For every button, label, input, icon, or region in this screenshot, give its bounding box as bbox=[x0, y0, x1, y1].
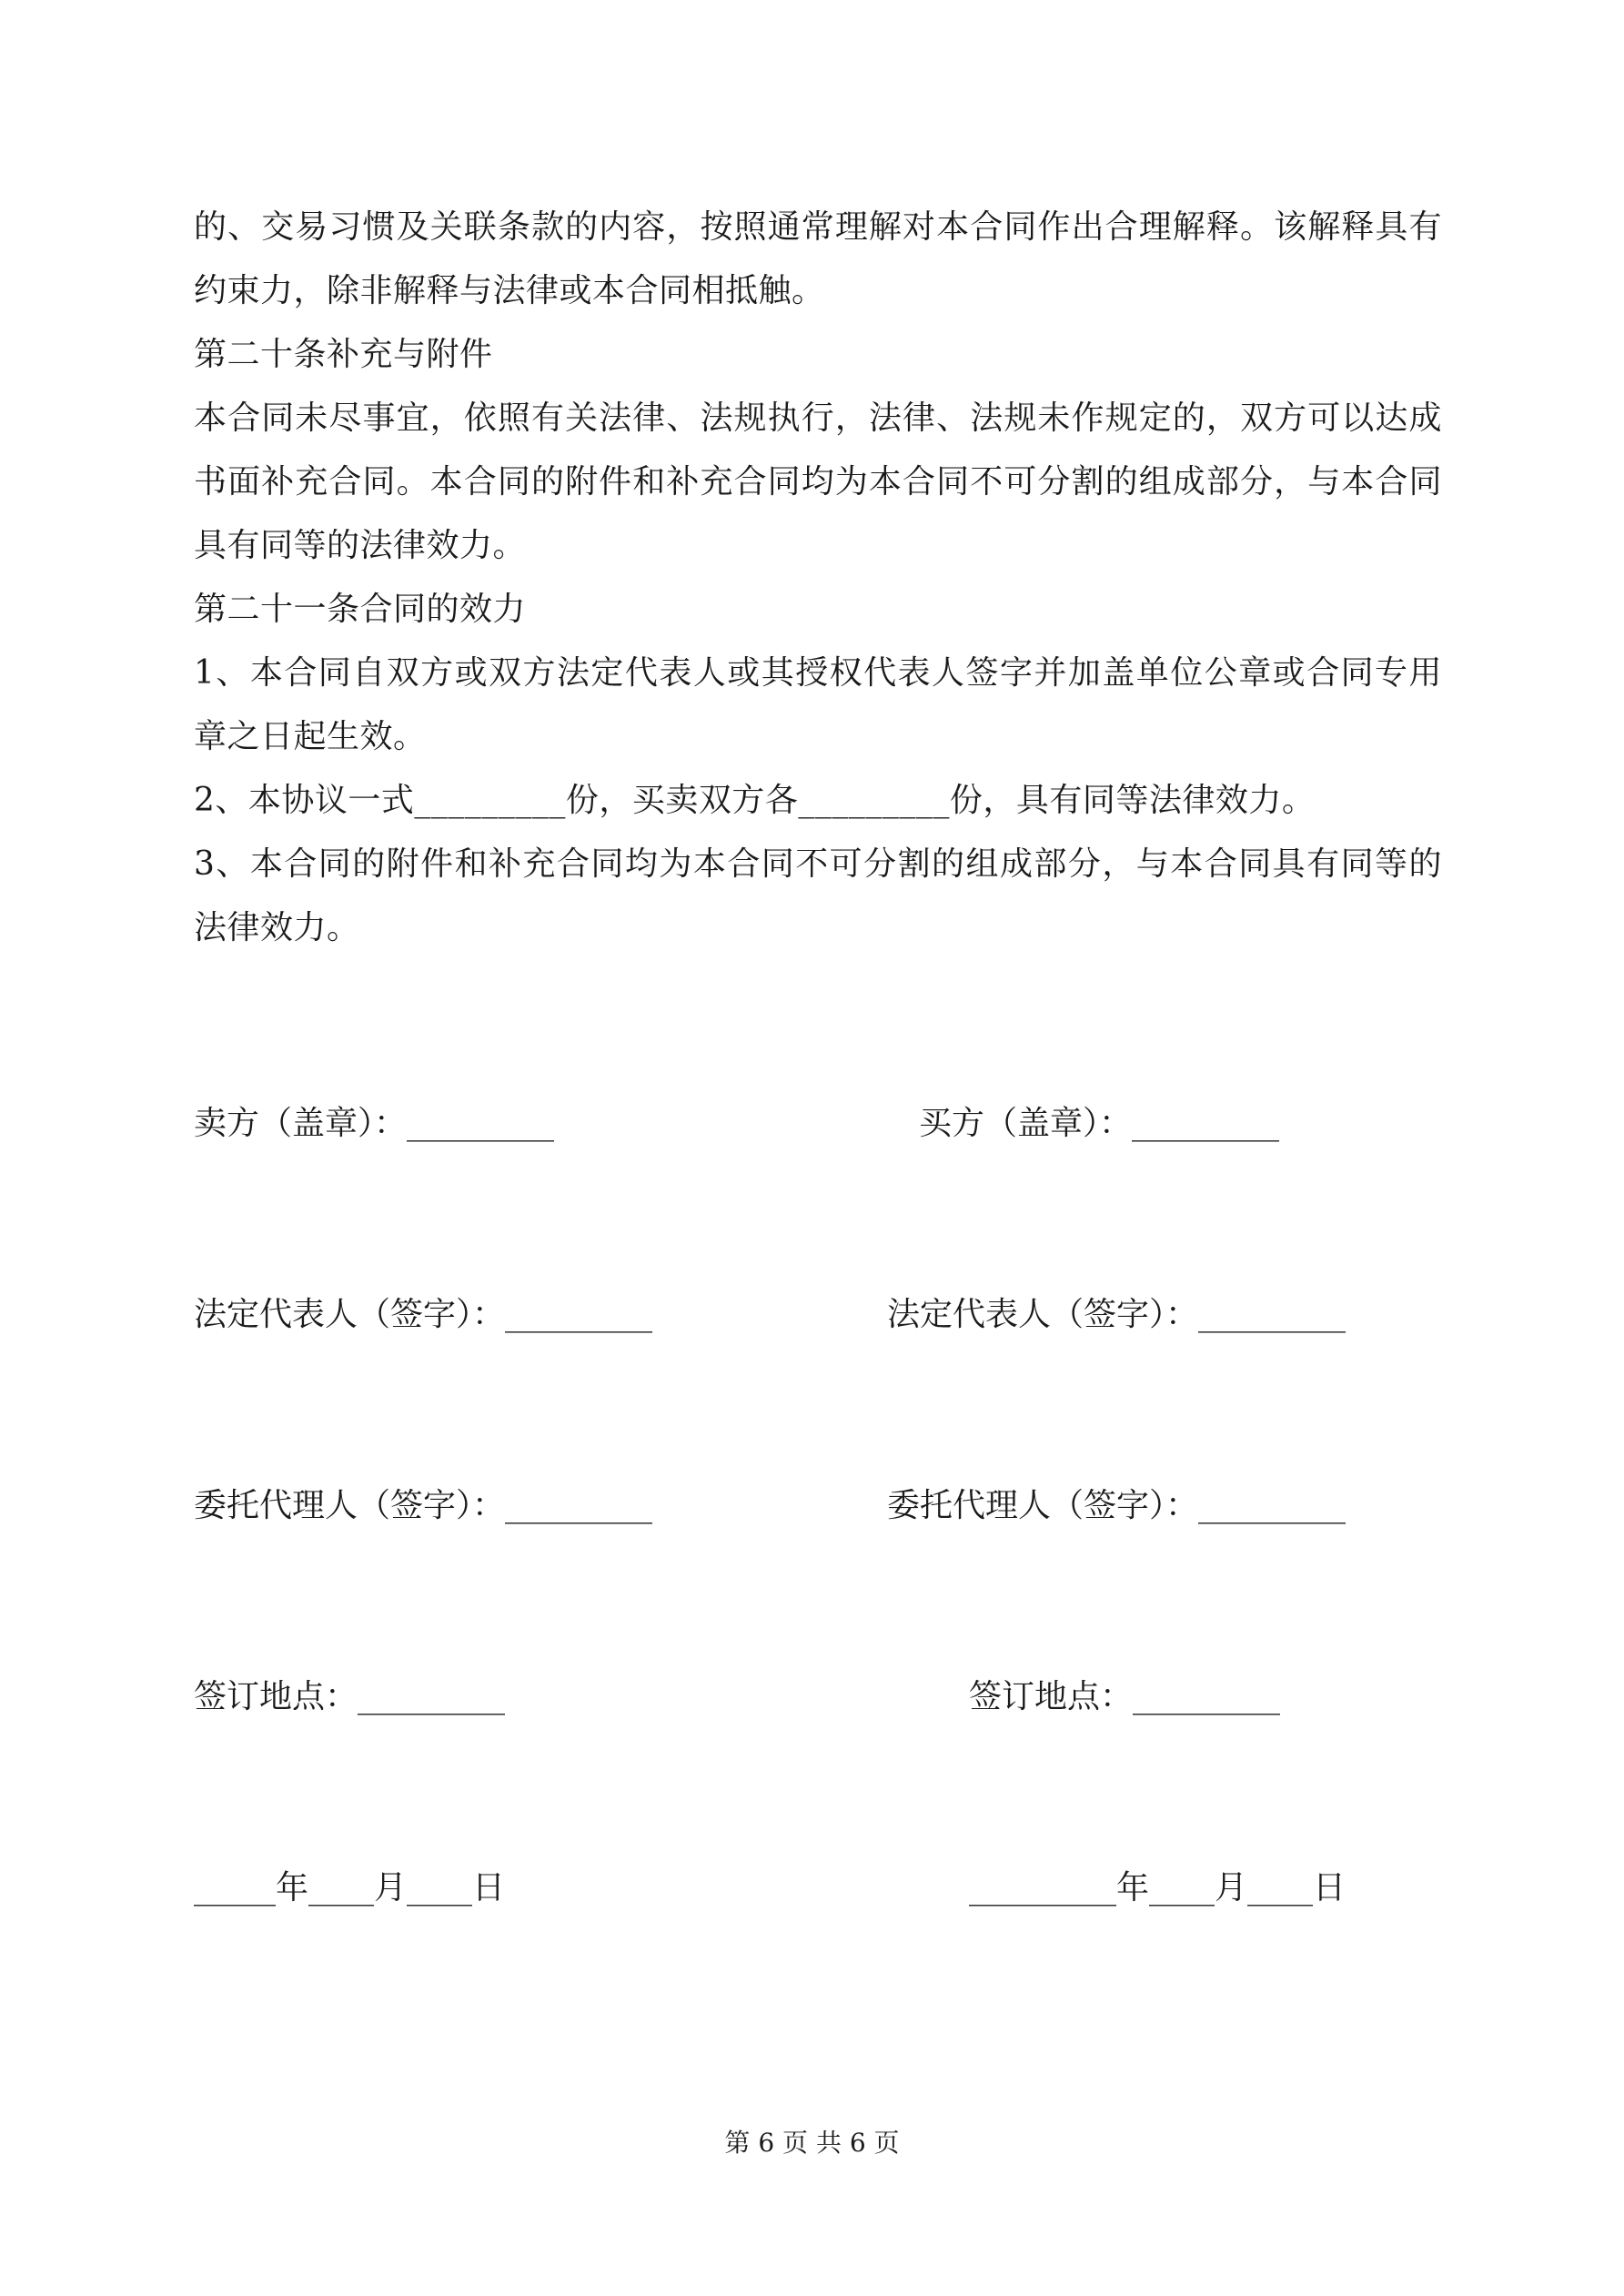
page-number-footer: 第 6 页 共 6 页 bbox=[724, 2128, 900, 2158]
seller-date-line: _____年____月____日 bbox=[194, 1869, 505, 1907]
buyer-agent-line: 委托代理人（签字）：_________ bbox=[887, 1487, 1347, 1524]
seller-seal-line: 卖方（盖章）：_________ bbox=[194, 1105, 555, 1142]
seller-agent-line: 委托代理人（签字）：_________ bbox=[194, 1487, 653, 1524]
buyer-place-line: 签订地点：_________ bbox=[969, 1678, 1281, 1715]
contract-body bbox=[194, 196, 1442, 960]
seller-place-line: 签订地点：_________ bbox=[194, 1678, 506, 1715]
buyer-legal-rep-line: 法定代表人（签字）：_________ bbox=[887, 1296, 1347, 1333]
paragraph-supplement: 本合同未尽事宜，依照有关法律、法规执行，法律、法规未作规定的，双方可以达成书面补充合同。本合同的附件和补充合同均为本合同不可分割的组成部分，与本合同具有同等的法律效力。 bbox=[194, 400, 1442, 564]
heading-article-20: 第二十条补充与附件 bbox=[194, 336, 493, 373]
heading-article-21: 第二十一条合同的效力 bbox=[194, 591, 527, 628]
seller-legal-rep-line: 法定代表人（签字）：_________ bbox=[194, 1296, 653, 1333]
clause-effective-date: 1、本合同自双方或双方法定代表人或其授权代表人签字并加盖单位公章或合同专用章之日起生效。 bbox=[194, 654, 1442, 755]
buyer-signature-block bbox=[887, 965, 1397, 2048]
paragraph-interpretation: 的、交易习惯及关联条款的内容，按照通常理解对本合同作出合理解释。该解释具有约束力，除非解释与法律或本合同相抵触。 bbox=[194, 208, 1442, 309]
clause-copies: 2、本协议一式_________份，买卖双方各_________份，具有同等法律效力。 bbox=[194, 782, 1316, 819]
buyer-seal-line: 买方（盖章）：_________ bbox=[919, 1105, 1280, 1142]
buyer-date-line: _________年____月____日 bbox=[969, 1869, 1346, 1907]
clause-attachments: 3、本合同的附件和补充合同均为本合同不可分割的组成部分，与本合同具有同等的法律效力。 bbox=[194, 845, 1442, 946]
seller-signature-block bbox=[194, 965, 703, 2048]
